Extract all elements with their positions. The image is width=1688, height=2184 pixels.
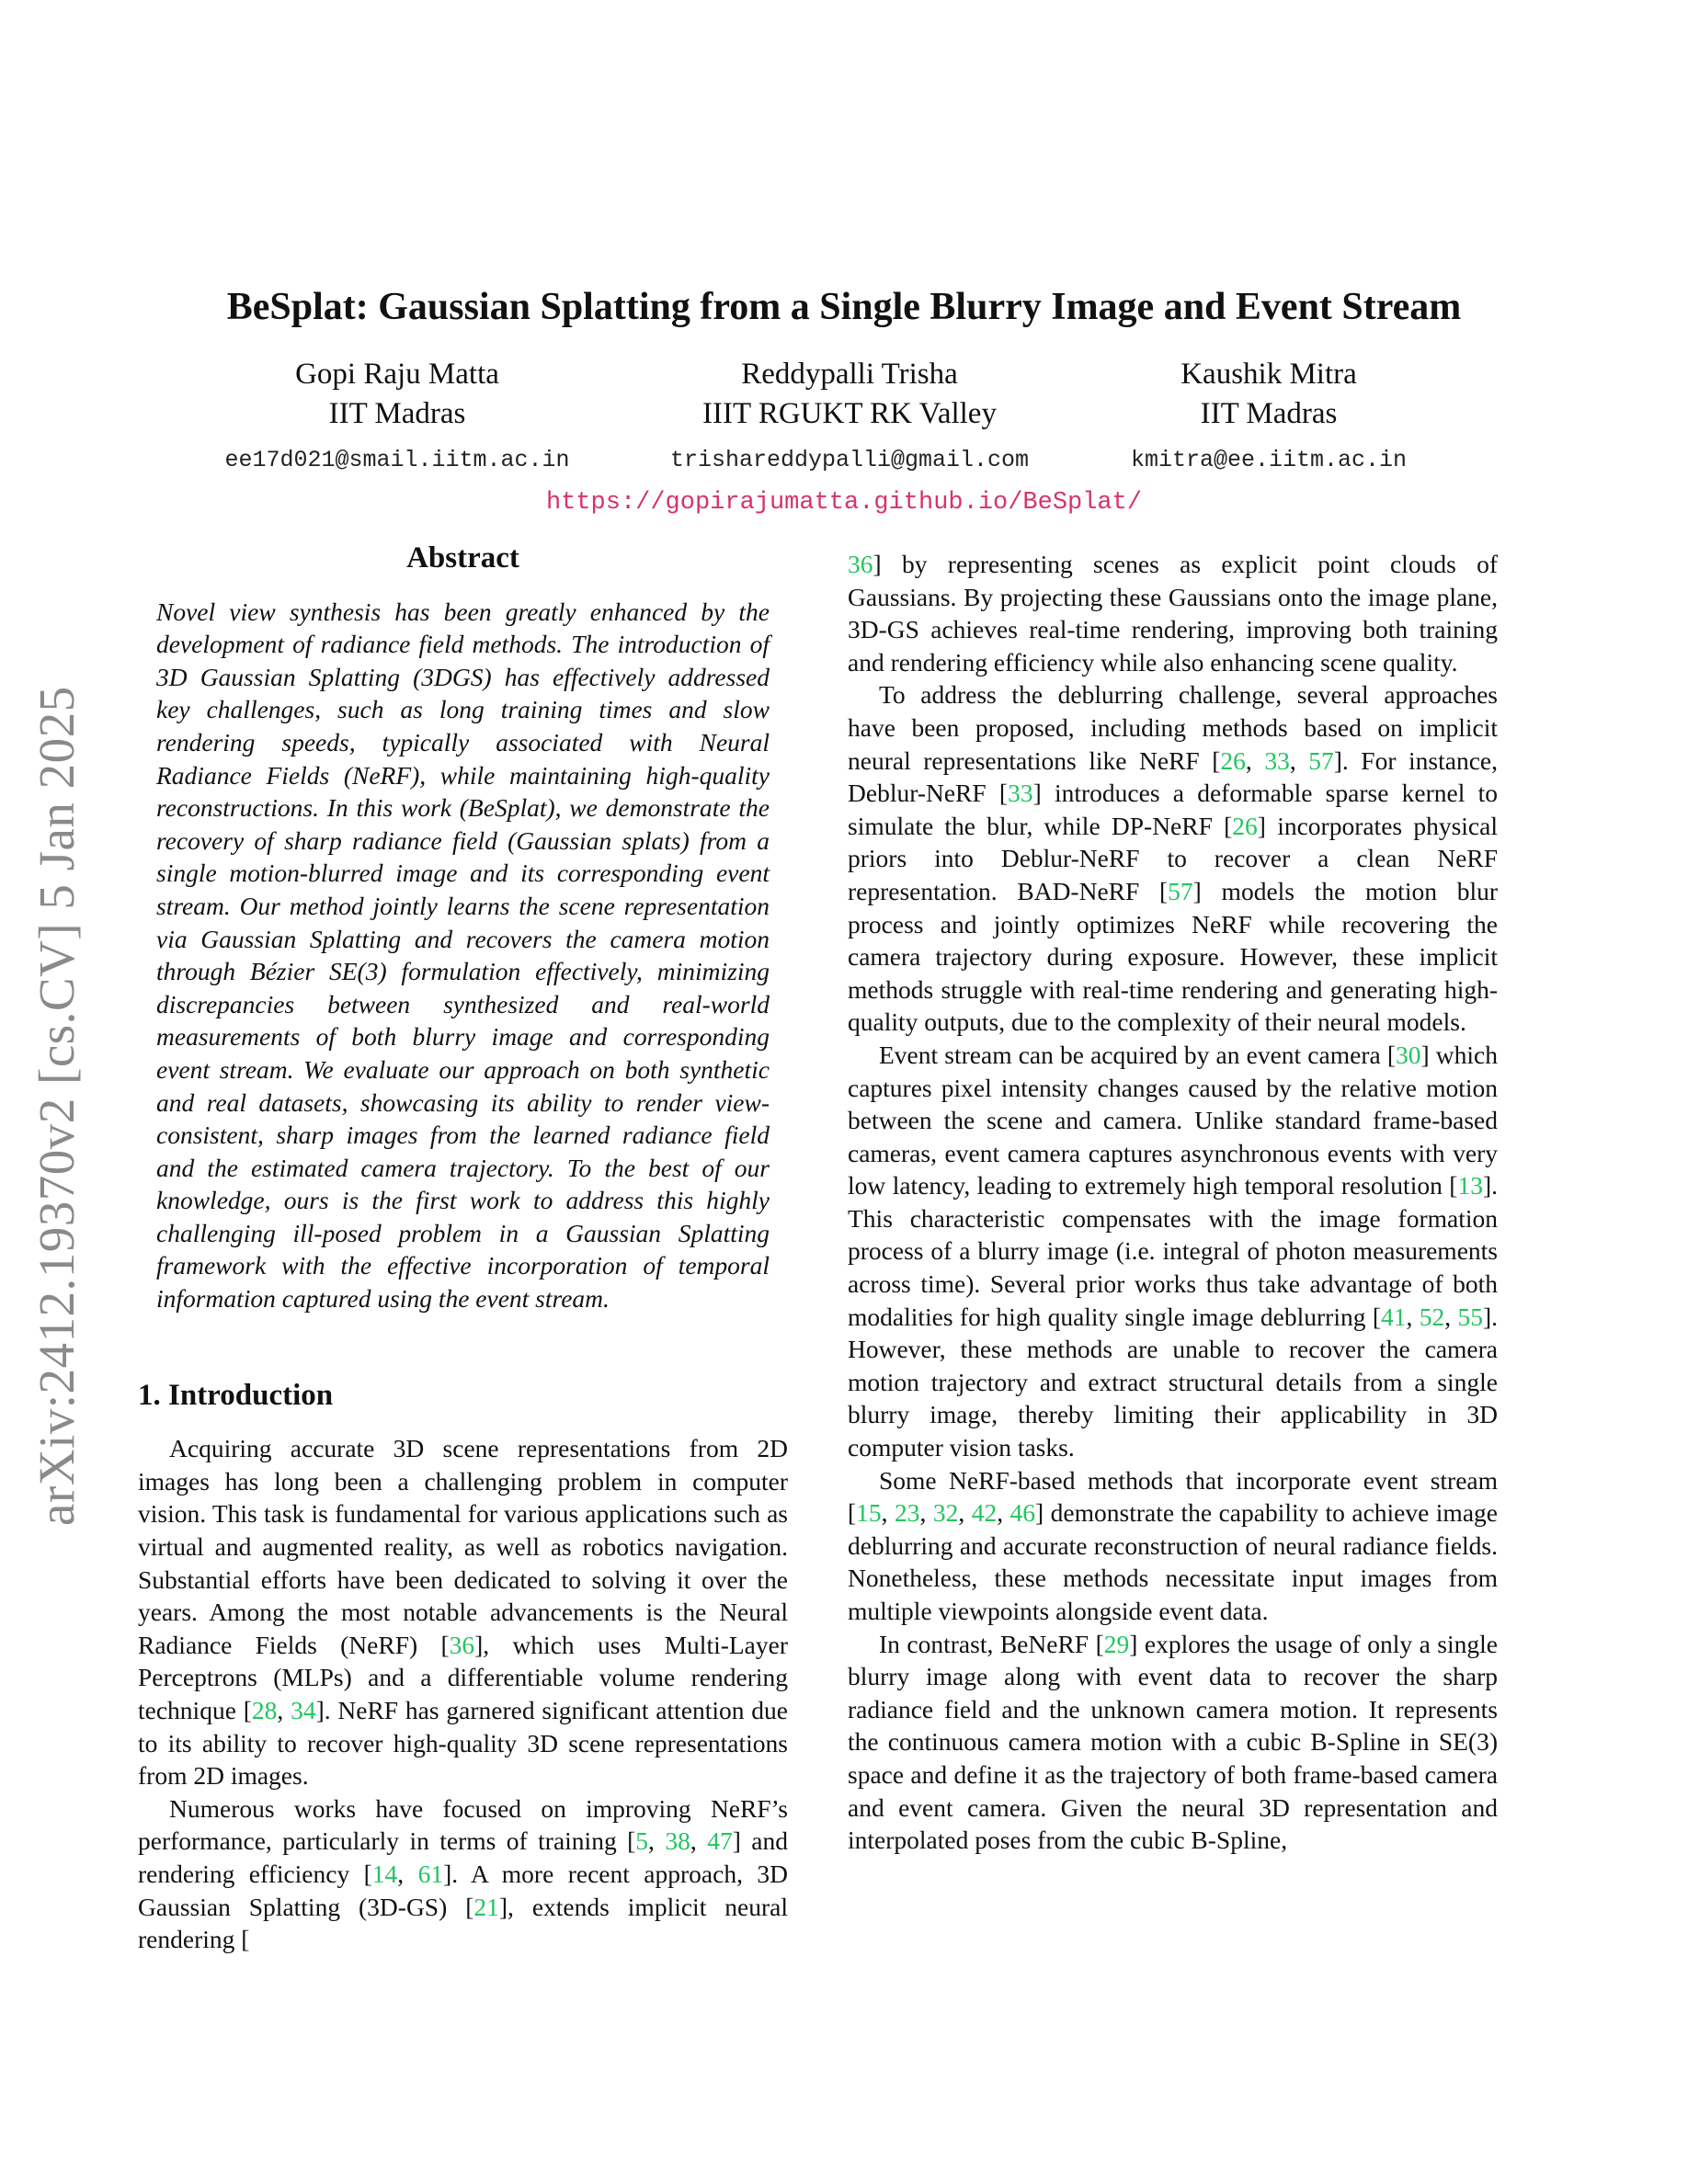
citation-link[interactable]: 52 — [1419, 1302, 1445, 1331]
citation-link[interactable]: 41 — [1380, 1302, 1407, 1331]
text-run: To address the deblurring challenge, several approaches have been proposed, including methods based on implicit neural representations like NeRF [ — [848, 680, 1498, 775]
text-run: ] by representing scenes as explicit point clouds of Gaussians. By projecting these Gaussians onto the image plane, 3D-GS achieves real-time rendering, improving both training and rendering efficiency while also enhancing scene quality. — [848, 550, 1498, 677]
intro-paragraph-2-continued — [848, 548, 1498, 678]
author-3 — [1030, 355, 1508, 473]
author-name: Reddypalli Trisha — [741, 358, 958, 391]
citation-link[interactable]: 36 — [848, 550, 873, 578]
section-heading-introduction: 1. Introduction — [138, 1378, 334, 1412]
citation-link[interactable]: 61 — [417, 1859, 444, 1888]
citation-link[interactable]: 57 — [1308, 745, 1334, 775]
text-run: ], which uses Multi-Layer Perceptrons (MLPs) and a differentiable volume rendering technique [ — [138, 1630, 788, 1724]
arxiv-stamp: arXiv:2412.19370v2 [cs.CV] 5 Jan 2025 — [29, 686, 85, 1526]
intro-paragraph-1: Acquiring accurate 3D scene representations from 2D images has long been a challenging problem in computer vision. This task is fundamental for various applications such as virtual and augmented reality, as well as robotics navigation. Substantial efforts have been dedicated to solving it over the years. Among the most notable advancements is the Neural Radiance Fields (NeRF) [36], which uses Multi-Layer Perceptrons (MLPs) and a differentiable volume rendering technique [28, 34]. NeRF has garnered significant attention due to its ability to recover high-quality 3D scene representations from 2D images. — [138, 1434, 789, 1791]
text-run: ]. This characteristic compensates with the image formation process of a blurry image (i.e. integral of photon measurements across time). Several prior works thus take advantage of both modalities for high quality single image deblurring [ — [848, 1171, 1498, 1331]
citation-link[interactable]: 55 — [1457, 1302, 1483, 1331]
author-1 — [158, 355, 636, 473]
intro-paragraph-3: To address the deblurring challenge, several approaches have been proposed, including methods based on implicit neural representations like NeRF [26, 33, 57]. For instance, Deblur-NeRF [33] introduces a deformable sparse kernel to simulate the blur, while DP-NeRF [26] incorporates physical priors into Deblur-NeRF to recover a clean NeRF representation. BAD-NeRF [57] models the motion blur process and jointly optimizes NeRF while recovering the camera trajectory during exposure. However, these implicit methods struggle with real-time rendering and generating high-quality outputs, due to the complexity of their neural models. — [848, 680, 1498, 1037]
citation-link[interactable]: 34 — [291, 1696, 316, 1724]
intro-paragraph-2: Numerous works have focused on improving NeRF’s performance, particularly in terms of training [5, 38, 47] and rendering efficiency [14, 61]. A more recent approach, 3D Gaussian Splatting (3D-GS) [21], extends implicit neural rendering [ — [138, 1793, 789, 1954]
intro-paragraph-4: Event stream can be acquired by an event camera [30] which captures pixel intensity changes caused by the relative motion between the scene and camera. Unlike standard frame-based cameras, event camera captures asynchronous events with very low latency, leading to extremely high temporal resolution [13]. This characteristic compensates with the image formation process of a blurry image (i.e. integral of photon measurements across time). Several prior works thus take advantage of both modalities for high quality single image deblurring [41, 52, 55]. However, these methods are unable to recover the camera motion trajectory and extract structural details from a single blurry image, thereby limiting their applicability in 3D computer vision tasks. — [848, 1040, 1498, 1462]
author-name: Gopi Raju Matta — [295, 358, 499, 391]
citation-link[interactable]: 26 — [1220, 745, 1246, 775]
text-run: In contrast, BeNeRF [ — [879, 1629, 1104, 1658]
abstract-body — [138, 596, 788, 1315]
abstract-text: Novel view synthesis has been greatly enhanced by the development of radiance field methods. The introduction of 3D Gaussian Splatting (3DGS) has effectively addressed key challenges, such as long training times and slow rendering speeds, typically associated with Neural Radiance Fields (NeRF), while maintaining high-quality reconstructions. In this work (BeSplat), we demonstrate the recovery of sharp radiance field (Gaussian splats) from a single motion-blurred image and its corresponding event stream. Our method jointly learns the scene representation via Gaussian Splatting and recovers the camera motion through Bézier SE(3) formulation effectively, minimizing discrepancies between synthesized and real-world measurements of both blurry image and corresponding event stream. We evaluate our approach on both synthetic and real datasets, showcasing its ability to render view-consistent, sharp images from the learned radiance field and the estimated camera trajectory. To the best of our knowledge, ours is the first work to address this highly challenging ill-posed problem in a Gaussian Splatting framework with the effective incorporation of temporal information captured using the event stream. — [156, 597, 770, 1314]
text-run: ] explores the usage of only a single blurry image along with event data to recover the sharp radiance field and the unknown camera motion. It represents the continuous camera motion with a cubic B-Spline in SE(3) space and define it as the trajectory of both frame-based camera and event camera. Given the neural 3D representation and interpolated poses from the cubic B-Spline, — [848, 1629, 1498, 1855]
citation-link[interactable]: 26 — [1232, 811, 1258, 840]
citation-link[interactable]: 28 — [251, 1696, 278, 1724]
right-column — [848, 548, 1498, 1857]
citation-link[interactable]: 30 — [1395, 1040, 1421, 1069]
intro-paragraph-6 — [848, 1628, 1498, 1857]
text-run: ] which captures pixel intensity changes caused by the relative motion between the scene and camera. Unlike standard frame-based cameras, event camera captures asynchronous events with very low latency, leading to extremely high temporal resolution [ — [848, 1040, 1498, 1200]
text-run: ], extends implicit neural rendering [ — [138, 1892, 788, 1954]
citation-link[interactable]: 42 — [971, 1498, 998, 1528]
text-run: ] introduces a deformable sparse kernel to simulate the blur, while DP-NeRF [ — [848, 779, 1498, 840]
text-run: ] and rendering efficiency [ — [138, 1826, 789, 1888]
text-run: ] incorporates physical priors into Deblur-NeRF to recover a clean NeRF representation. BAD-NeRF [ — [848, 811, 1498, 905]
project-url-link[interactable]: https://gopirajumatta.github.io/BeSplat/ — [545, 489, 1143, 517]
citation-link[interactable]: 47 — [707, 1826, 733, 1856]
citation-link[interactable]: 13 — [1457, 1171, 1483, 1200]
citation-link[interactable]: 46 — [1009, 1498, 1036, 1528]
citation-link[interactable]: 14 — [371, 1859, 398, 1888]
paper-title: BeSplat: Gaussian Splatting from a Single Blurry Image and Event Stream — [226, 286, 1462, 328]
author-email: ee17d021@smail.iitm.ac.in — [224, 447, 570, 473]
citation-link[interactable]: 32 — [932, 1498, 959, 1528]
text-run: Numerous works have focused on improving NeRF’s performance, particularly in terms of training [ — [138, 1793, 788, 1856]
text-run: Acquiring accurate 3D scene representations from 2D images has long been a challenging problem in computer vision. This task is fundamental for various applications such as virtual and augmented reality, as well as robotics navigation. Substantial efforts have been dedicated to solving it over the years. Among the most notable advancements is the Neural Radiance Fields (NeRF) [ — [138, 1434, 788, 1659]
author-email: kmitra@ee.iitm.ac.in — [1130, 447, 1408, 473]
citation-link[interactable]: 5 — [635, 1826, 649, 1856]
citation-link[interactable]: 23 — [895, 1498, 920, 1528]
citation-link[interactable]: 57 — [1168, 876, 1193, 905]
citation-link[interactable]: 33 — [1264, 745, 1290, 775]
author-2 — [610, 355, 1089, 473]
citation-link[interactable]: 15 — [856, 1498, 882, 1528]
author-email: trishareddypalli@gmail.com — [669, 447, 1030, 473]
citation-link[interactable]: 36 — [449, 1630, 475, 1659]
text-run: ]. NeRF has garnered significant attention due to its ability to recover high-quality 3D scene representations from 2D images. — [138, 1696, 789, 1791]
text-run: ]. However, these methods are unable to recover the camera motion trajectory and extract structural details from a single blurry image, thereby limiting their applicability in 3D computer vision tasks. — [848, 1302, 1498, 1462]
left-column — [138, 542, 788, 1956]
author-name: Kaushik Mitra — [1180, 358, 1357, 391]
citation-link[interactable]: 38 — [665, 1826, 690, 1856]
author-affiliation: IIIT RGUKT RK Valley — [702, 397, 997, 430]
text-run: Event stream can be acquired by an event camera [ — [879, 1040, 1396, 1069]
citation-link[interactable]: 29 — [1103, 1629, 1130, 1658]
text-run: Some NeRF-based methods that incorporate event stream [ — [848, 1465, 1498, 1528]
citation-link[interactable]: 21 — [473, 1892, 499, 1921]
author-affiliation: IIT Madras — [328, 397, 466, 430]
text-run: ]. For instance, Deblur-NeRF [ — [848, 745, 1498, 808]
author-affiliation: IIT Madras — [1200, 397, 1338, 430]
text-run: ]. A more recent approach, 3D Gaussian Splatting (3D-GS) [ — [138, 1859, 788, 1921]
text-run: ] models the motion blur process and jointly optimizes NeRF while recovering the camera trajectory during exposure. However, these implicit methods struggle with real-time rendering and generating high-quality outputs, due to the complexity of their neural models. — [848, 876, 1498, 1037]
citation-link[interactable]: 33 — [1008, 779, 1033, 808]
abstract-heading: Abstract — [406, 541, 519, 574]
text-run: ] demonstrate the capability to achieve image deblurring and accurate reconstruction of neural radiance fields. Nonetheless, these methods necessitate input images from multiple viewpoints alongside event data. — [848, 1498, 1498, 1625]
intro-paragraph-5: Some NeRF-based methods that incorporate event stream [15, 23, 32, 42, 46] demonstrate the capability to achieve image deblurring and accurate reconstruction of neural radiance fields. Nonetheless, these methods necessitate input images from multiple viewpoints alongside event data. — [848, 1465, 1498, 1625]
